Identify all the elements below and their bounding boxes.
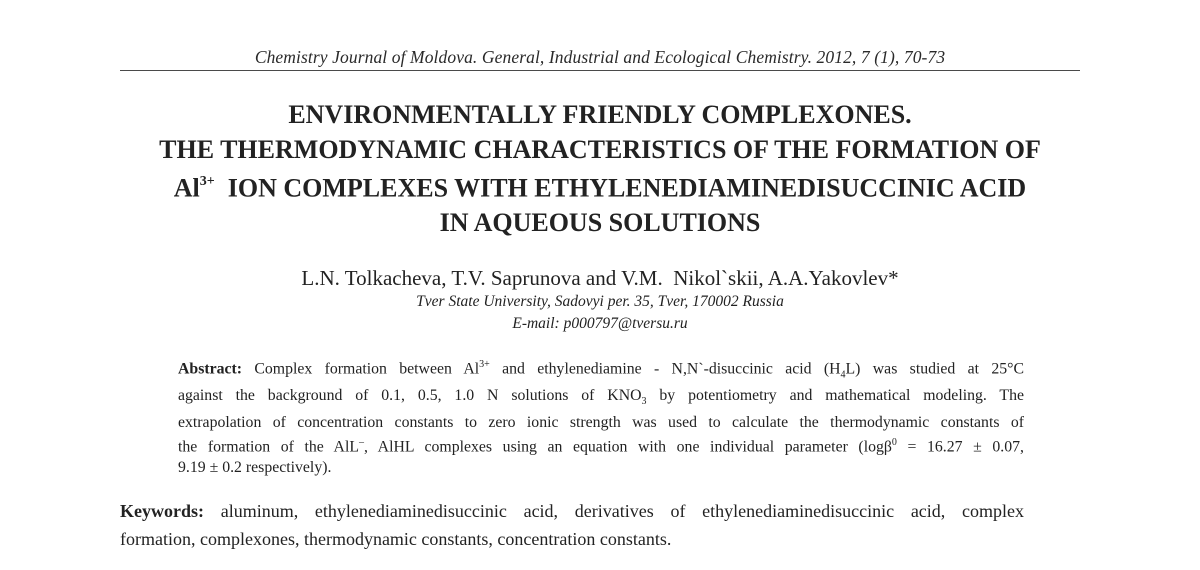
abstract-line-2 xyxy=(178,386,1024,413)
title-line-4: IN AQUEOUS SOLUTIONS xyxy=(439,208,761,238)
abstract-subscript: 4 xyxy=(840,369,846,381)
abstract-text: the formation of the AlL xyxy=(178,438,359,456)
abstract-text: Complex formation between Al xyxy=(242,360,480,378)
abstract-line-1 xyxy=(178,355,1024,386)
abstract-superscript: – xyxy=(359,437,364,449)
authors: L.N. Tolkacheva, T.V. Saprunova and V.M. Nikol`skii, A.A.Yakovlev* xyxy=(301,266,899,290)
abstract-label: Abstract: xyxy=(178,360,243,378)
abstract-subscript: 3 xyxy=(641,396,647,408)
paper-title xyxy=(0,98,1200,241)
title-line-2: THE THERMODYNAMIC CHARACTERISTICS OF THE FORMATION OF xyxy=(159,134,1041,164)
affiliation: Tver State University, Sadovyi per. 35, Tver, 170002 Russia xyxy=(416,293,784,310)
title-ion: Al xyxy=(173,173,200,203)
abstract-text: = 16.27 ± 0.07, xyxy=(896,438,1025,456)
abstract-line-4 xyxy=(178,433,1024,458)
abstract-superscript: 3+ xyxy=(479,359,490,370)
keywords xyxy=(120,497,1024,553)
abstract-text: against the background of 0.1, 0.5, 1.0 N solutions of KNO xyxy=(178,386,642,404)
abstract-superscript: 0 xyxy=(891,437,897,449)
abstract-text: , AlHL complexes using an equation with one individual parameter (logβ xyxy=(364,438,892,456)
abstract-line-5: 9.19 ± 0.2 respectively). xyxy=(178,458,332,476)
abstract-text: by potentiometry and mathematical modeling. The xyxy=(646,386,1024,404)
abstract-text: and ethylenediamine - N,N`-disuccinic acid (H xyxy=(489,360,841,378)
keywords-text: aluminum, ethylenediaminedisuccinic acid, derivatives of ethylenediaminedisuccinic acid, complex xyxy=(204,501,1024,521)
keywords-line-1 xyxy=(120,497,1024,525)
email: E-mail: p000797@tversu.ru xyxy=(512,315,688,332)
abstract xyxy=(178,355,1024,478)
keywords-label: Keywords: xyxy=(120,501,204,521)
keywords-line-2: formation, complexones, thermodynamic constants, concentration constants. xyxy=(120,529,672,549)
title-line-3-text: ION COMPLEXES WITH ETHYLENEDIAMINEDISUCCINIC ACID xyxy=(214,173,1027,203)
title-ion-charge: 3+ xyxy=(199,174,215,189)
journal-header: Chemistry Journal of Moldova. General, Industrial and Ecological Chemistry. 2012, 7 (1), 70-73 xyxy=(254,47,946,67)
title-line-1: ENVIRONMENTALLY FRIENDLY COMPLEXONES. xyxy=(288,100,912,129)
abstract-text: L) was studied at 25°C xyxy=(845,360,1025,378)
abstract-line-3: extrapolation of concentration constants to zero ionic strength was used to calculate the thermodynamic constants of xyxy=(178,413,1024,431)
header-rule xyxy=(120,70,1080,71)
title-line-3 xyxy=(0,167,1200,206)
